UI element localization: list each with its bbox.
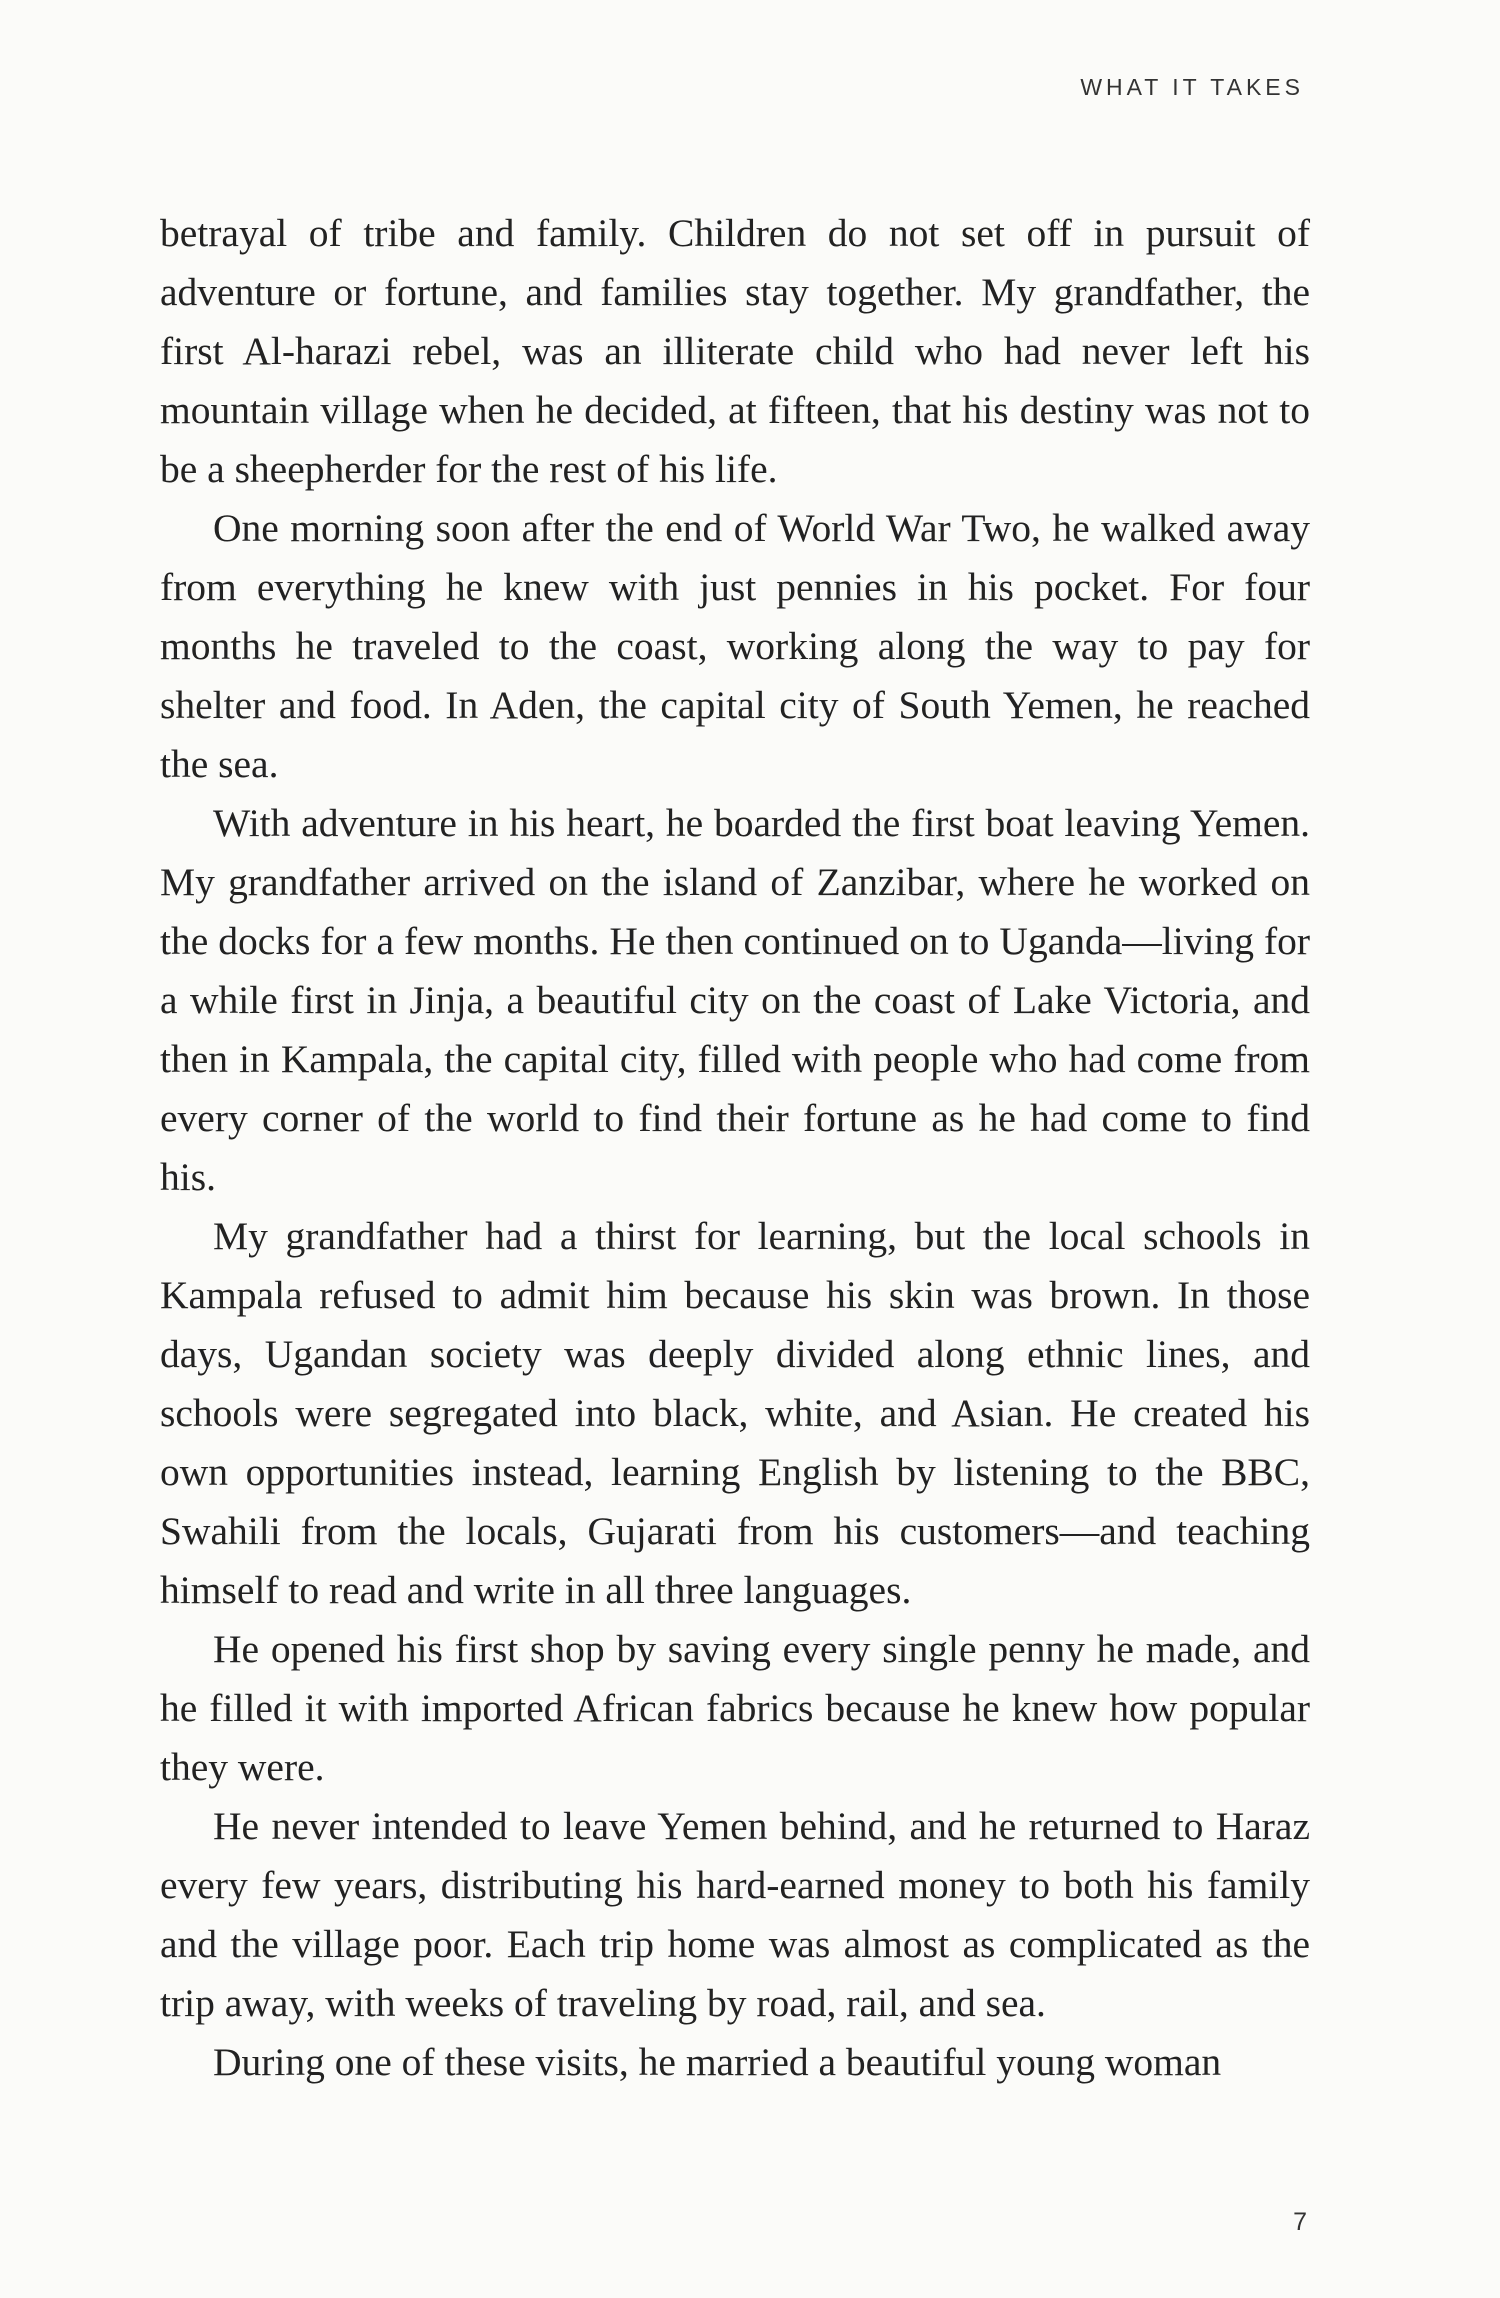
paragraph: One morning soon after the end of World War Two, he walked away from everything he knew with just pennies in his pocket. For four months he traveled to the coast, working along the way to pay for shelter and food. In Aden, the capital city of South Yemen, he reached the sea. (160, 506, 1310, 786)
body-text (160, 204, 1310, 2092)
running-head: WHAT IT TAKES (1080, 74, 1304, 100)
paragraph: He never intended to leave Yemen behind, and he returned to Haraz every few years, distributing his hard-earned money to both his family and the village poor. Each trip home was almost as complicated as the trip away, with weeks of traveling by road, rail, and sea. (160, 1804, 1310, 2025)
paragraph: He opened his first shop by saving every single penny he made, and he filled it with imported African fabrics because he knew how popular they were. (160, 1627, 1310, 1789)
paragraph: During one of these visits, he married a beautiful young woman (213, 2040, 1222, 2084)
page-number: 7 (1293, 2208, 1307, 2236)
paragraph: With adventure in his heart, he boarded the first boat leaving Yemen. My grandfather arrived on the island of Zanzibar, where he worked on the docks for a few months. He then continued on to Uganda—living for a while first in Jinja, a beautiful city on the coast of Lake Victoria, and then in Kampala, the capital city, filled with people who had come from every corner of the world to find their fortune as he had come to find his. (160, 801, 1310, 1199)
paragraph: betrayal of tribe and family. Children do not set off in pursuit of adventure or fortune, and families stay together. My grandfather, the first Al-harazi rebel, was an illiterate child who had never left his mountain village when he decided, at fifteen, that his destiny was not to be a sheepherder for the rest of his life. (160, 211, 1310, 491)
paragraph: My grandfather had a thirst for learning, but the local schools in Kampala refused to admit him because his skin was brown. In those days, Ugandan society was deeply divided along ethnic lines, and schools were segregated into black, white, and Asian. He created his own opportunities instead, learning English by listening to the BBC, Swahili from the locals, Gujarati from his customers—and teaching himself to read and write in all three languages. (160, 1214, 1310, 1612)
